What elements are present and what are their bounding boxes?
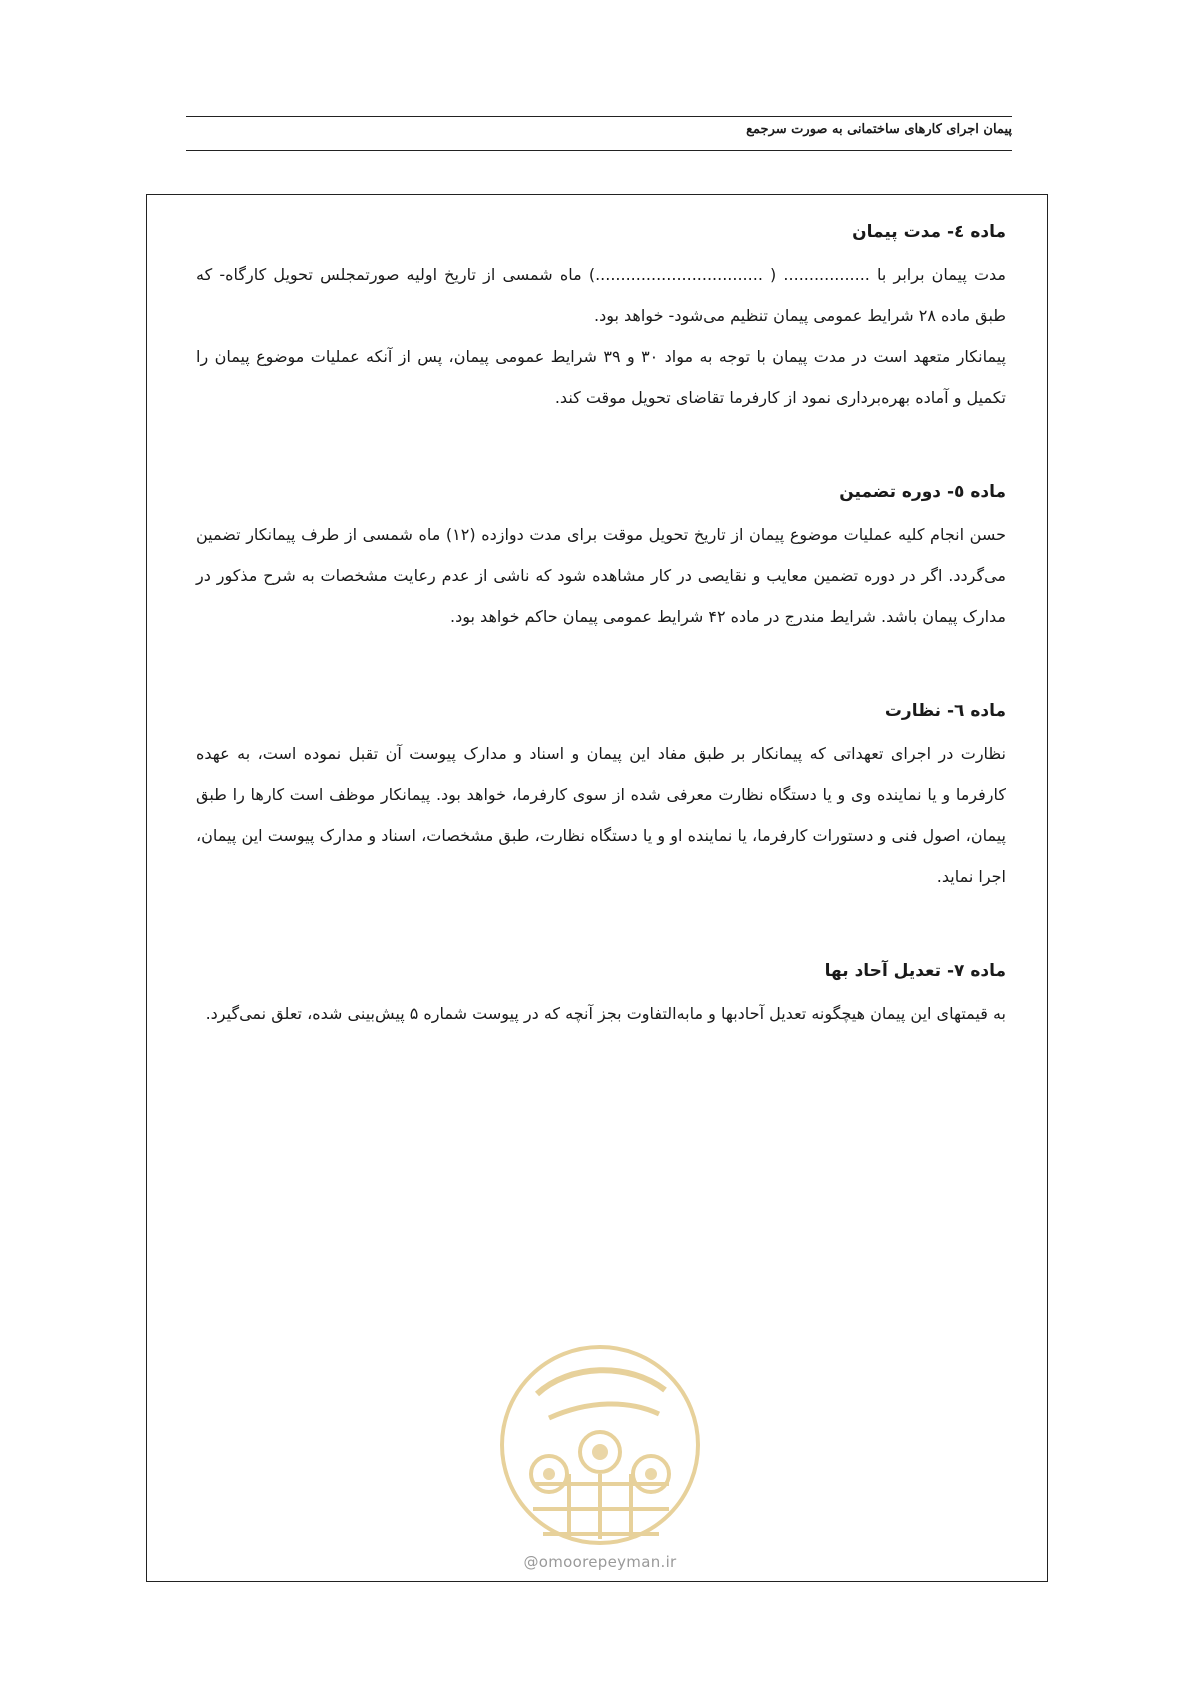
article-heading: ماده ٥- دوره تضمین — [839, 482, 1006, 502]
omoore-peyman-logo-icon — [489, 1334, 711, 1590]
watermark-url: @omoorepeyman.ir — [523, 1553, 677, 1571]
article-heading: ماده ٤- مدت پیمان — [852, 222, 1006, 242]
article-5 — [196, 472, 1006, 637]
page-header-title: پیمان اجرای کارهای ساختمانی به صورت سرجمع — [746, 122, 1012, 137]
header-rule-top — [186, 116, 1012, 117]
article-heading: ماده ۷- تعدیل آحاد بها — [824, 961, 1006, 981]
header-rule-bottom — [186, 150, 1012, 151]
article-6 — [196, 691, 1006, 897]
article-paragraph: حسن انجام کلیه عملیات موضوع پیمان از تاریخ تحویل موقت برای مدت دوازده (۱۲) ماه شمسی از طرف پیمانکار تضمین می‌گردد. اگر در دوره تضمین معایب و نقایصی در کار مشاهده شود که ناشی از عدم رعایت مشخصات به شرح مذکور در مدارک پیمان باشد. شرایط مندرج در ماده ۴۲ شرایط عمومی پیمان حاکم خواهد بود. — [196, 525, 1006, 626]
article-4 — [196, 212, 1006, 418]
article-heading: ماده ٦- نظارت — [884, 701, 1006, 721]
article-7 — [196, 951, 1006, 1034]
article-paragraph: نظارت در اجرای تعهداتی که پیمانکار بر طبق مفاد این پیمان و اسناد و مدارک پیوست آن تقبل نموده است، به عهده کارفرما و یا نماینده وی و یا دستگاه نظارت معرفی شده از سوی کارفرما، خواهد بود. پیمانکار موظف است کارها را طبق پیمان، اصول فنی و دستورات کارفرما، یا نماینده او و یا دستگاه نظارت، طبق مشخصات، اسناد و مدارک پیوست این پیمان، اجرا نماید. — [196, 744, 1006, 886]
article-paragraph: مدت پیمان برابر با ................. ( .................................) ماه شمسی از تاریخ اولیه صورتمجلس تحویل کارگاه- که طبق ماده ۲۸ شرایط عمومی پیمان تنظیم می‌شود- خواهد بود. — [196, 265, 1006, 325]
document-body — [196, 212, 1006, 1088]
article-paragraph: به قیمتهای این پیمان هیچگونه تعدیل آحادبها و مابه‌التفاوت بجز آنچه که در پیوست شماره ۵ پیش‌بینی شده، تعلق نمی‌گیرد. — [205, 1004, 1006, 1023]
article-paragraph: پیمانکار متعهد است در مدت پیمان با توجه به مواد ۳۰ و ۳۹ شرایط عمومی پیمان، پس از آنکه عملیات موضوع پیمان را تکمیل و آماده بهره‌برداری نمود از کارفرما تقاضای تحویل موقت کند. — [196, 347, 1006, 407]
